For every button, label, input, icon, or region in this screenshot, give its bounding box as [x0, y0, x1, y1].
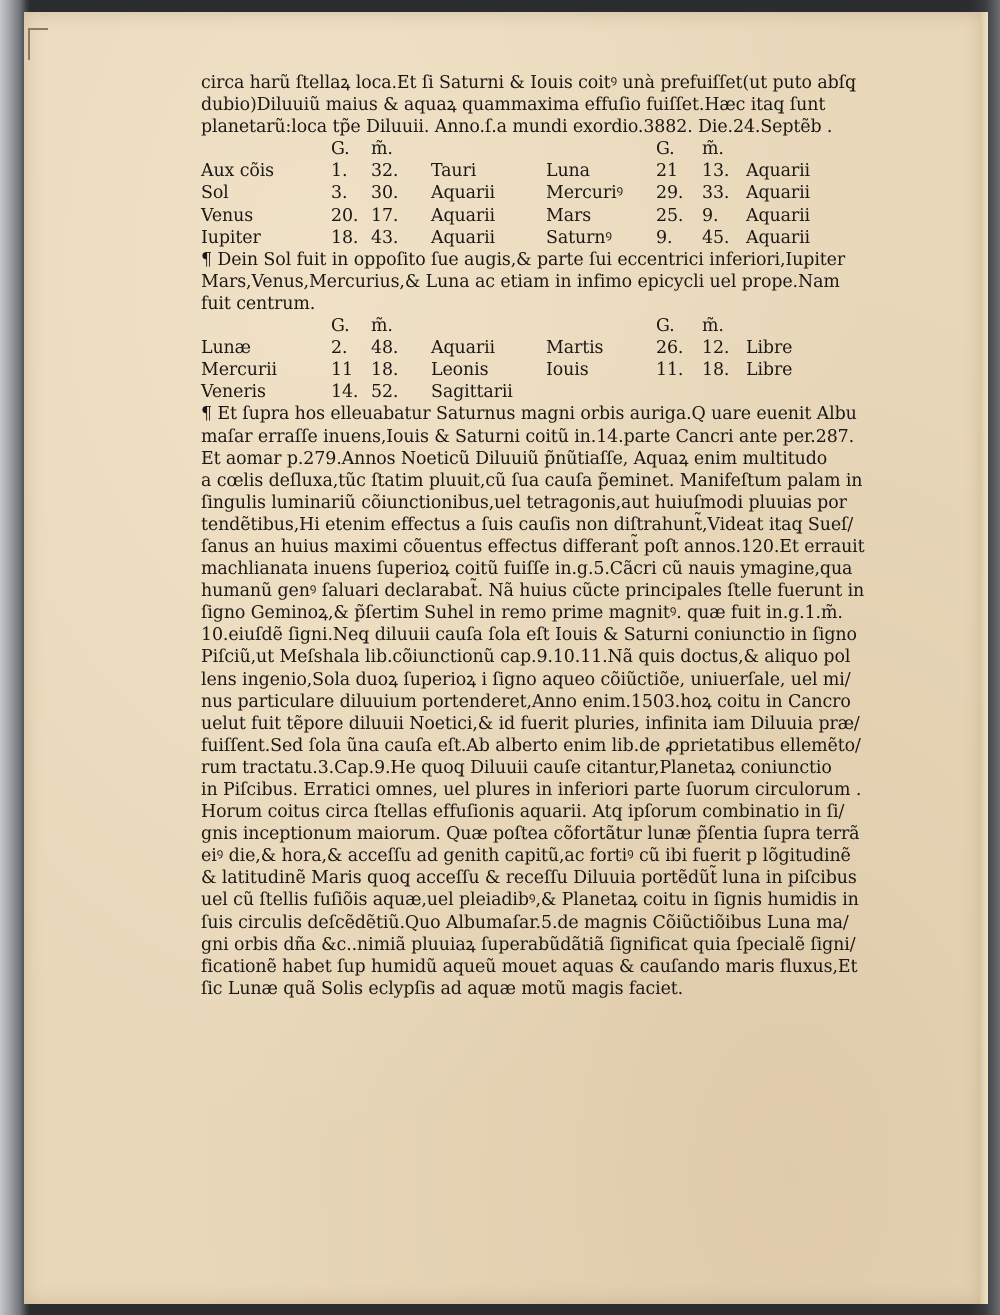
- minutes-value: 48.: [371, 338, 399, 359]
- planet-name: [546, 381, 656, 403]
- table-row: [201, 205, 810, 227]
- text-line: humanũ genꝰ ſaluari declarabat̃. Nã huius cũcte principales ſtelle fuerunt in: [201, 581, 865, 602]
- header-minutes: m̃.: [371, 139, 393, 160]
- degrees-value: 21: [656, 161, 678, 182]
- planet-name: Lunæ: [201, 338, 251, 359]
- planet-name: Luna: [546, 161, 590, 182]
- header-degrees: G.: [331, 316, 350, 337]
- text-line: Mars,Venus,Mercurius,& Luna ac etiam in infimo epicycli uel prope.Nam: [201, 271, 840, 292]
- planet-name: Martis: [546, 338, 604, 359]
- text-line: rum tractatu.3.Cap.9.He quoq̧ Diluuii cauſe citantur,Planetaꝝ coniunctio: [201, 757, 832, 778]
- text-line: Piſciũ,ut Meſshala lib.cõiunctionũ cap.9.10.11.Nã quis doctus,& aliquo pol: [201, 647, 851, 668]
- text-line: dubio)Diluuiũ maius & aquaꝝ quammaxima effuſio fuiſſet.Hæc itaq̧ ſunt: [201, 95, 826, 116]
- text-line: planetarũ:loca tp̃e Diluuii. Anno.ſ.a mundi exordio.3882. Die.24.Septẽb .: [201, 117, 833, 138]
- degrees-value: 9.: [656, 227, 673, 248]
- table-header-row: [201, 315, 792, 337]
- text-line: tendẽtibus,Hi etenim effectus a ſuis cauſis non diſtrahunt̃,Videat itaq̧ Sueſ/: [201, 514, 854, 535]
- sign-name: Aquarii: [746, 161, 810, 182]
- sign-name: Aquarii: [431, 183, 495, 204]
- text-line: & latitudinẽ Maris quoq̧ acceſſu & receſſu Diluuia portẽdũt̃ luna in piſcibus: [201, 868, 857, 889]
- text-line: ſingulis luminariũ cõiunctionibus,uel tetragonis,aut huiuſmodi pluuias por: [201, 492, 847, 513]
- header-minutes: m̃.: [702, 139, 724, 160]
- degrees-value: [656, 381, 702, 403]
- table-row: [201, 160, 810, 182]
- text-line: maſar erraſſe inuens,Iouis & Saturni coitũ in.14.parte Cancri ante per.287.: [201, 426, 855, 447]
- table-row: [201, 359, 792, 381]
- text-line: in Piſcibus. Erratici omnes, uel plures in inferiori parte ſuorum circulorum .: [201, 780, 862, 800]
- table-row: [201, 227, 810, 249]
- text-line: uelut fuit tẽpore diluuii Noetici,& id fuerit pluries, infinita iam Diluuia præ/: [201, 713, 860, 734]
- sign-name: Libre: [746, 338, 793, 359]
- planet-name: Aux cõis: [201, 161, 274, 182]
- table-row: [201, 337, 792, 359]
- paragraph-sol: [201, 249, 901, 315]
- degrees-value: 2.: [331, 338, 348, 359]
- minutes-value: 52.: [371, 382, 399, 403]
- table-row: [201, 381, 792, 403]
- sign-name: Aquarii: [431, 338, 495, 359]
- sign-name: Aquarii: [431, 205, 495, 226]
- planet-name: Veneris: [201, 382, 266, 403]
- sign-name: Sagittarii: [431, 382, 513, 403]
- sign-name: Aquarii: [746, 205, 810, 226]
- degrees-value: 3.: [331, 183, 348, 204]
- minutes-value: 12.: [702, 338, 730, 359]
- epicycle-centers-table: [201, 315, 792, 403]
- text-line: ¶ Et ſupra hos elleuabatur Saturnus magni orbis auriga.Q uare euenit Albu: [201, 404, 857, 425]
- paragraph-saturnus: [201, 403, 901, 1000]
- text-line: eiꝰ die,& hora,& acceſſu ad genith capitũ,ac fortiꝰ cũ ibi fuerit p lõgitudinẽ: [201, 846, 851, 867]
- planet-name: Mercurii: [201, 360, 277, 381]
- sign-name: [746, 381, 792, 403]
- text-line: Horum coitus circa ſtellas effuſionis aquarii. Atq̧ ipſorum combinatio in ſi/: [201, 802, 845, 823]
- sign-name: Libre: [746, 360, 793, 381]
- header-minutes: m̃.: [702, 316, 724, 337]
- planet-name: Mars: [546, 205, 592, 226]
- minutes-value: 30.: [371, 183, 399, 204]
- minutes-value: 43.: [371, 227, 399, 248]
- minutes-value: 13.: [702, 161, 730, 182]
- minutes-value: 9.: [702, 205, 719, 226]
- degrees-value: 20.: [331, 205, 359, 226]
- table-row: [201, 182, 810, 204]
- planet-name: Saturnꝰ: [546, 227, 612, 248]
- text-line: ſigno Geminoꝝ,& p̃ſertim Suhel in remo prime magnitꝰ. quæ fuit in.g.1.m̃.: [201, 603, 843, 624]
- text-line: Et aomar p.279.Annos Noeticũ Diluuiũ p̃nũtiaſſe, Aquaꝝ enim multitudo: [201, 448, 828, 469]
- text-line: ficationẽ habet ſup humidũ aqueũ mouet aquas & cauſando maris fluxus,Et: [201, 956, 858, 977]
- text-line: ¶ Dein Sol fuit in oppoſito ſue augis,& parte ſui eccentrici inferiori,Iupiter: [201, 249, 846, 270]
- minutes-value: 18.: [371, 360, 399, 381]
- degrees-value: 29.: [656, 183, 684, 204]
- text-line: 10.eiuſdẽ ſigni.Neq̧ diluuii cauſa ſola eſt Iouis & Saturni coniunctio in ſigno: [201, 625, 857, 646]
- text-line: uel cũ ſtellis fuſiõis aquæ,uel pleiadibꝰ,& Planetaꝝ coitu in ſignis humidis in: [201, 890, 859, 911]
- header-degrees: G.: [656, 316, 675, 337]
- degrees-value: 25.: [656, 205, 684, 226]
- minutes-value: 17.: [371, 205, 399, 226]
- page-text: [201, 72, 901, 1000]
- sign-name: Aquarii: [746, 227, 810, 248]
- degrees-value: 18.: [331, 227, 359, 248]
- text-line: gni orbis dña &c..nimiã pluuiaꝝ ſuperabũdãtiã ſignificat quia ſpecialẽ ſigni/: [201, 934, 856, 955]
- text-line: ſic Lunæ quã Solis eclypſis ad aquæ motũ magis faciet.: [201, 978, 684, 999]
- minutes-value: 32.: [371, 161, 399, 182]
- planet-name: Mercuriꝰ: [546, 183, 624, 204]
- degrees-value: 1.: [331, 161, 348, 182]
- minutes-value: 18.: [702, 360, 730, 381]
- planet-name: Venus: [201, 205, 254, 226]
- minutes-value: 33.: [702, 183, 730, 204]
- table-header-row: [201, 138, 810, 160]
- sign-name: Aquarii: [746, 183, 810, 204]
- paragraph-intro: [201, 72, 901, 138]
- sign-name: Tauri: [431, 161, 477, 182]
- text-line: gnis inceptionum maiorum. Quæ poſtea cõfortãtur lunæ p̃ſentia ſupra terrã: [201, 824, 860, 845]
- text-line: machlianata inuens ſuperioꝝ coitũ fuiſſe in.g.5.Cãcri cũ nauis ymagine,qua: [201, 559, 853, 580]
- page-edge: [980, 12, 988, 1304]
- sign-name: Leonis: [431, 360, 489, 381]
- text-line: a cœlis deſluxa,tũc ſtatim pluuit,cũ ſua cauſa p̃eminet. Manifeſtum palam in: [201, 470, 863, 491]
- header-degrees: G.: [656, 139, 675, 160]
- sign-name: Aquarii: [431, 227, 495, 248]
- planet-name: Sol: [201, 183, 229, 204]
- book-page: [24, 12, 982, 1304]
- text-line: fuiſſent.Sed ſola ũna cauſa eſt.Ab alberto enim lib.de ꝓprietatibus ellemẽto/: [201, 735, 861, 756]
- degrees-value: 26.: [656, 338, 684, 359]
- minutes-value: 45.: [702, 227, 730, 248]
- text-line: lens ingenio,Sola duoꝝ ſuperioꝝ i ſigno aqueo cõiũctiõe, uniuerſale, uel mi/: [201, 669, 851, 690]
- degrees-value: 11: [331, 360, 353, 381]
- header-degrees: G.: [331, 139, 350, 160]
- text-line: circa harũ ſtellaꝝ loca.Et ſi Saturni & Iouis coitꝰ unà prefuiſſet(ut puto abſq̧: [201, 73, 857, 93]
- planet-name: Iouis: [546, 360, 589, 381]
- text-line: nus particulare diluuium portenderet,Anno enim.1503.hoꝝ coitu in Cancro: [201, 691, 851, 712]
- text-line: ſuis circulis deſcẽdẽtiũ.Quo Albumaſar.5.de magnis Cõiũctiõibus Luna ma/: [201, 912, 849, 933]
- planet-positions-table: [201, 138, 810, 248]
- minutes-value: [702, 381, 746, 403]
- degrees-value: 14.: [331, 382, 359, 403]
- degrees-value: 11.: [656, 360, 684, 381]
- text-line: ſanus an huius maximi cõuentus effectus differant̃ poſt annos.120.Et errauit: [201, 536, 865, 557]
- header-minutes: m̃.: [371, 316, 393, 337]
- page-corner-mark: [28, 28, 48, 60]
- planet-name: Iupiter: [201, 227, 261, 248]
- text-line: fuit centrum.: [201, 293, 316, 314]
